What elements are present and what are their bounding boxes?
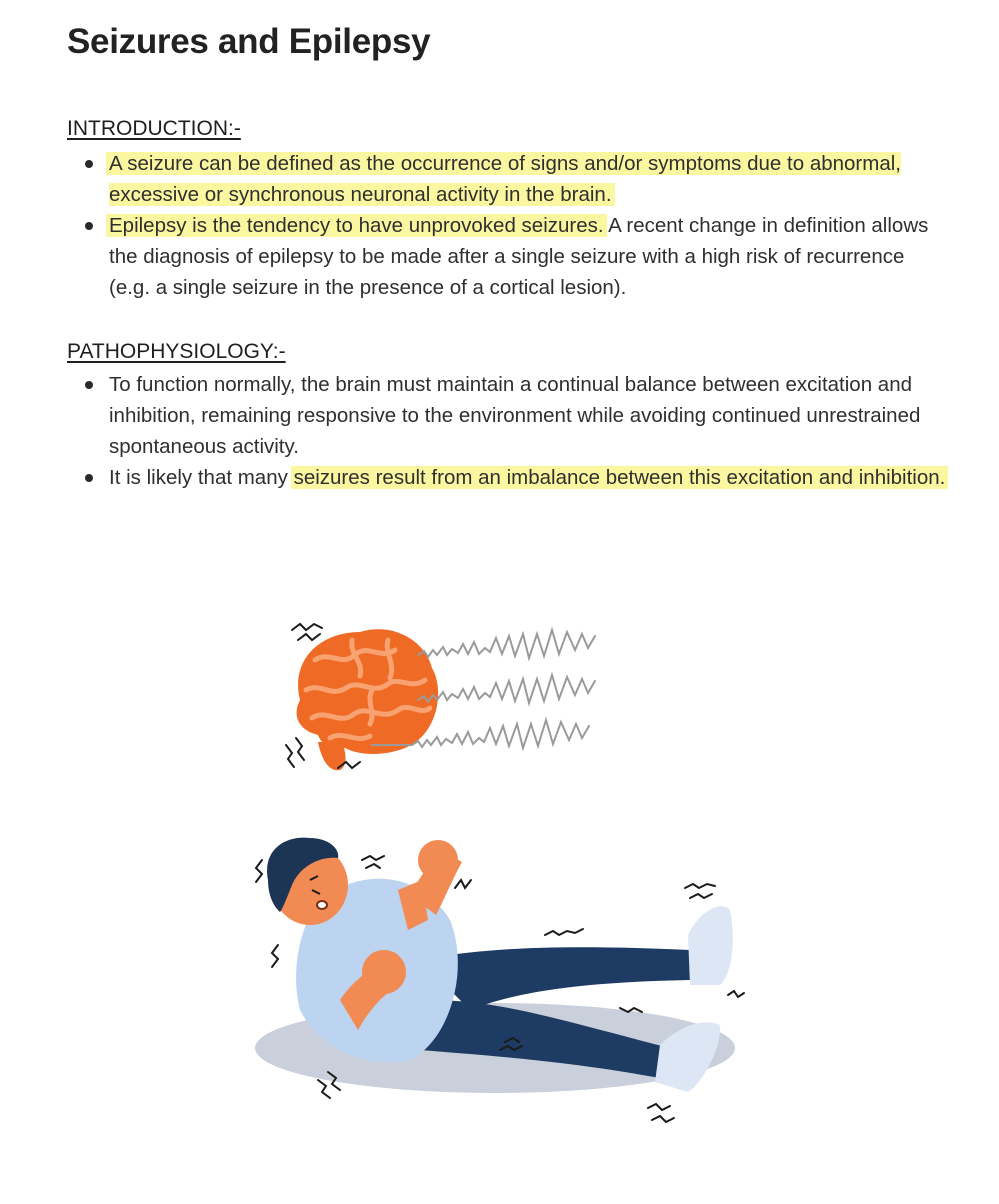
list-item — [68, 148, 948, 210]
highlighted-text: Epilepsy is the tendency to have unprovoked seizures. — [109, 214, 604, 237]
highlighted-text: A seizure can be defined as the occurrence of signs and/or symptoms due to abnormal, excessive or synchronous neuronal activity in the brain. — [109, 152, 901, 206]
pathophysiology-list — [68, 369, 948, 493]
section-heading-pathophysiology: PATHOPHYSIOLOGY:- — [67, 340, 286, 363]
bullet-text: To function normally, the brain must maintain a continual balance between excitation and inhibition, remaining responsive to the environment while avoiding continued unrestrained spontaneous activity. — [109, 373, 921, 458]
brain-icon — [297, 629, 439, 770]
head — [267, 838, 348, 925]
list-item — [68, 369, 948, 462]
list-item — [68, 210, 948, 303]
section-heading-introduction: INTRODUCTION:- — [67, 117, 241, 140]
highlighted-text: seizures result from an imbalance between this excitation and inhibition. — [293, 466, 946, 489]
bullet-text: It is likely that many — [109, 466, 294, 489]
seizure-illustration — [0, 560, 999, 1200]
page-title: Seizures and Epilepsy — [67, 22, 431, 61]
list-item — [68, 462, 948, 493]
bullet-text: A recent change in definition allows the diagnosis of epilepsy to be made after a single seizure with a high risk of recurrence (e.g. a single seizure in the presence of a cortical lesion). — [109, 214, 929, 299]
introduction-list — [68, 148, 948, 303]
